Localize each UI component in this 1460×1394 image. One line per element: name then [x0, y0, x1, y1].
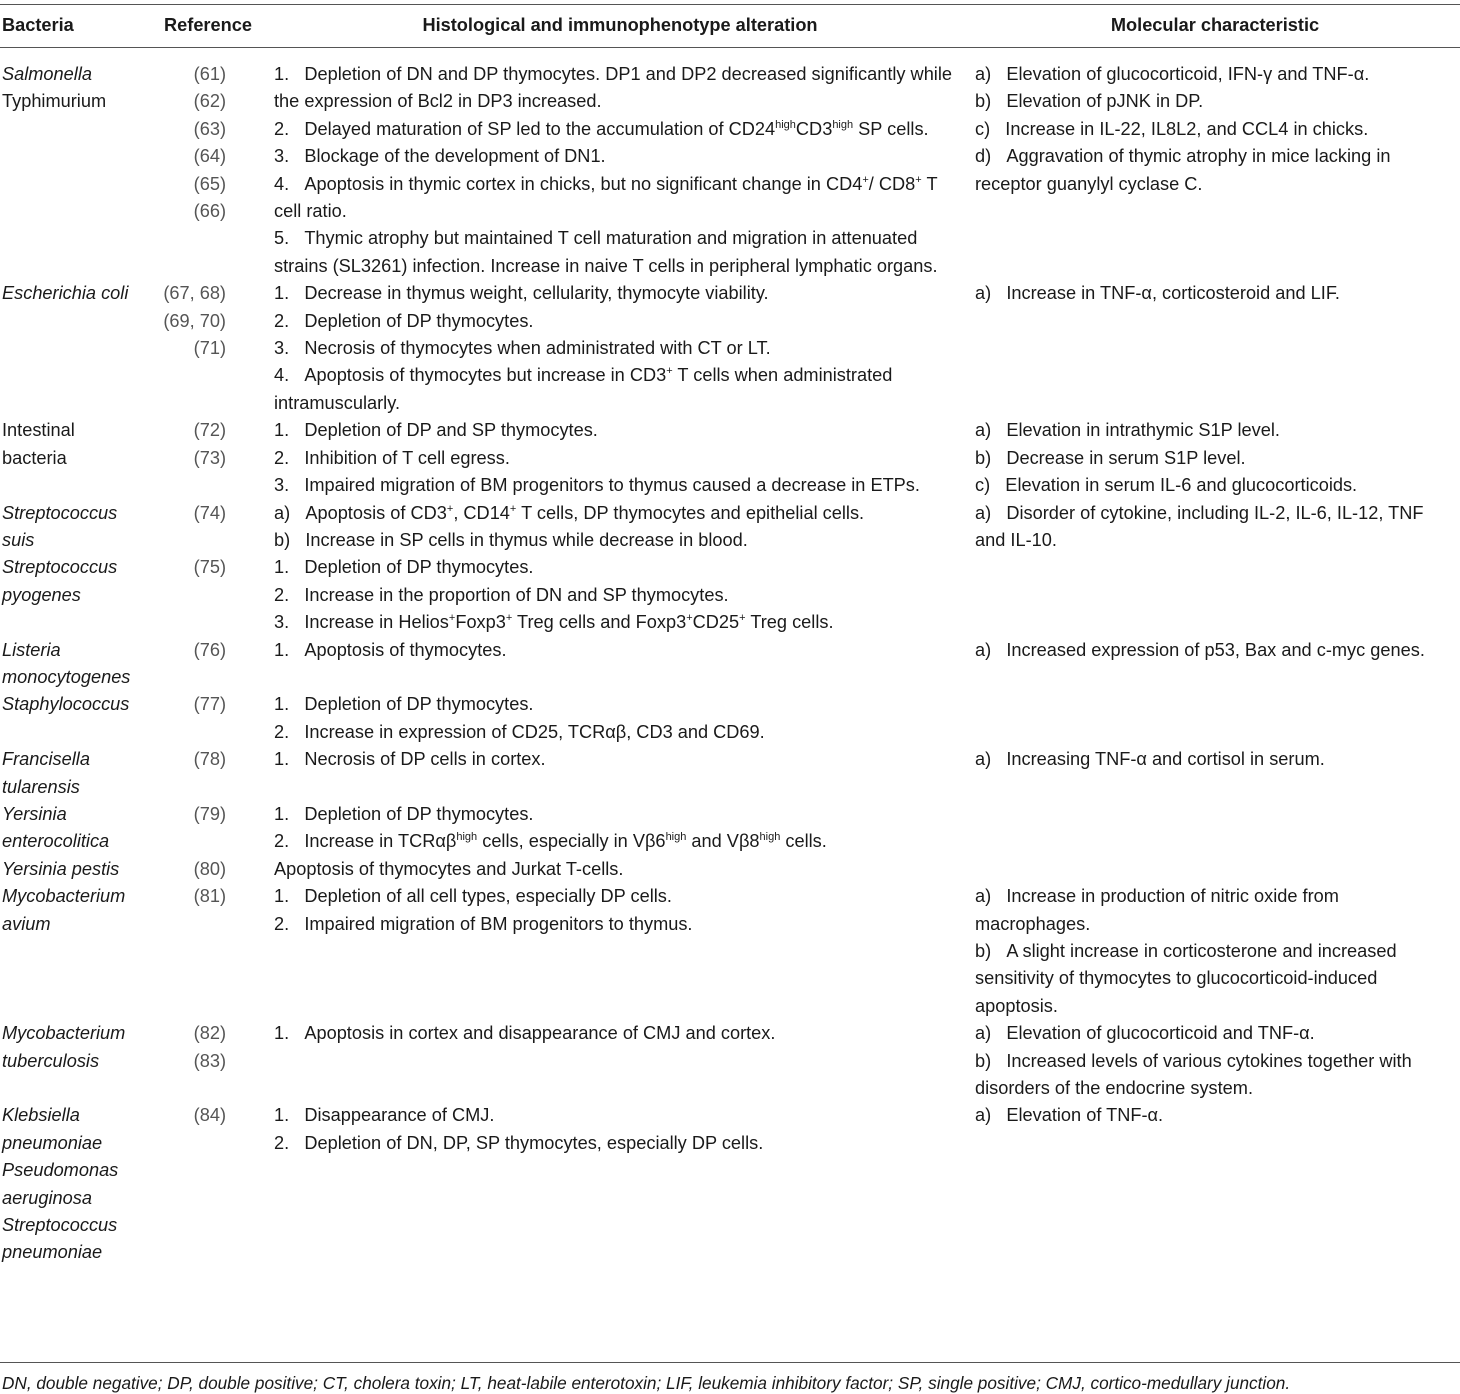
- reference-link[interactable]: (64): [193, 146, 226, 167]
- reference-link[interactable]: (77): [193, 694, 226, 715]
- molecular-cell: a) Elevation of glucocorticoid, IFN-γ and TNF-α. b) Elevation of pJNK in DP. c) Increase in IL-22, IL8L2, and CCL4 in chicks. d) Aggravation of thymic atrophy in mice lacking in receptor guanylyl cyclase C.: [975, 64, 1391, 194]
- histological-cell: 1. Depletion of DP thymocytes. 2. Increase in TCRαβ$^{high}$ cells, especially in $V\beta 6^{high}$ and $V\beta 8^{high}$ cells.: [274, 803, 827, 852]
- reference-link[interactable]: (65): [193, 173, 226, 194]
- reference-link[interactable]: (79): [193, 803, 226, 824]
- bacteria-name: Escherichia coli: [2, 283, 129, 304]
- bacteria-table: [0, 4, 1460, 1277]
- histological-cell: 1. Apoptosis in cortex and disappearance of CMJ and cortex.: [274, 1023, 776, 1044]
- reference-cell: [146, 554, 270, 636]
- bacteria-cell: [0, 554, 146, 636]
- bacteria-name: Yersinia pestis: [2, 858, 120, 879]
- reference-link[interactable]: (80): [193, 858, 226, 879]
- table-row: [0, 801, 1460, 856]
- table-row: [0, 554, 1460, 636]
- bacteria-name: pneumoniae: [2, 1242, 103, 1263]
- histological-cell: 1. Disappearance of CMJ. 2. Depletion of DN, DP, SP thymocytes, especially DP cells.: [274, 1105, 764, 1153]
- bacteria-cell: [0, 637, 146, 692]
- bacteria-name: Streptococcus: [2, 557, 118, 578]
- molecular-cell: a) Elevation of glucocorticoid and TNF-α. b) Increased levels of various cytokines together with disorders of the endocrine system.: [975, 1023, 1412, 1099]
- reference-cell: [146, 280, 270, 417]
- bacteria-name: Listeria: [2, 639, 61, 660]
- header-histological: Histological and immunophenotype alteration: [270, 4, 970, 48]
- bacteria-name: monocytogenes: [2, 666, 131, 687]
- reference-cell: [146, 417, 270, 499]
- reference-cell: [146, 1102, 270, 1276]
- header-bacteria: Bacteria: [0, 4, 146, 48]
- reference-cell: [146, 637, 270, 692]
- histological-cell: 1. Depletion of DP thymocytes. 2. Increase in expression of CD25, TCRαβ, CD3 and CD69.: [274, 694, 765, 742]
- table-row: [0, 48, 1460, 281]
- reference-link[interactable]: (82): [193, 1023, 226, 1044]
- reference-link[interactable]: (81): [193, 886, 226, 907]
- molecular-cell: a) Increase in TNF-α, corticosteroid and LIF.: [975, 283, 1340, 304]
- reference-link[interactable]: (69, 70): [163, 310, 226, 331]
- reference-cell: [146, 883, 270, 1020]
- reference-cell: [146, 746, 270, 801]
- reference-cell: [146, 500, 270, 555]
- reference-link[interactable]: (66): [193, 201, 226, 222]
- histological-cell: 1. Depletion of DP and SP thymocytes. 2. Inhibition of T cell egress. 3. Impaired migration of BM progenitors to thymus caused a decrease in ETPs.: [274, 420, 920, 496]
- bacteria-name: bacteria: [2, 447, 67, 468]
- table-row: [0, 883, 1460, 1020]
- bacteria-name: Staphylococcus: [2, 694, 130, 715]
- bacteria-name: Streptococcus: [2, 1215, 118, 1236]
- histological-cell: 1. Necrosis of DP cells in cortex.: [274, 749, 546, 770]
- molecular-cell: a) Elevation of TNF-α.: [975, 1105, 1164, 1126]
- reference-link[interactable]: (72): [193, 420, 226, 441]
- bacteria-cell: [0, 500, 146, 555]
- bacteria-name: Salmonella: [2, 64, 92, 84]
- reference-link[interactable]: (73): [193, 447, 226, 468]
- bacteria-name: avium: [2, 913, 51, 934]
- histological-cell: Apoptosis of thymocytes and Jurkat T-cells.: [274, 858, 624, 879]
- reference-link[interactable]: (84): [193, 1105, 226, 1126]
- bacteria-cell: [0, 48, 146, 281]
- bacteria-name: Typhimurium: [2, 91, 107, 112]
- table-row: [0, 1020, 1460, 1102]
- molecular-cell: a) Disorder of cytokine, including IL-2, IL-6, IL-12, TNF and IL-10.: [975, 502, 1424, 550]
- histological-cell: 1. Apoptosis of thymocytes.: [274, 639, 507, 660]
- molecular-cell: a) Increased expression of p53, Bax and c-myc genes.: [975, 639, 1425, 660]
- bottom-rule: [0, 1362, 1460, 1363]
- bacteria-name: Mycobacterium: [2, 1023, 126, 1044]
- molecular-cell: a) Elevation in intrathymic S1P level. b) Decrease in serum S1P level. c) Elevation in serum IL-6 and glucocorticoids.: [975, 420, 1358, 496]
- reference-link[interactable]: (67, 68): [163, 283, 226, 304]
- reference-link[interactable]: (76): [193, 639, 226, 660]
- bacteria-cell: [0, 856, 146, 883]
- histological-cell: a) Apoptosis of CD3+, CD14+ T cells, DP thymocytes and epithelial cells. b) Increase in SP cells in thymus while decrease in blood.: [274, 502, 865, 550]
- histological-cell: 1. Depletion of DN and DP thymocytes. DP1 and DP2 decreased significantly while the expression of Bcl2 in DP3 increased. 2. Delayed maturation of SP led to the accumulation of $CD24^{high}CD3^{high}$ SP cells. 3. Blockage of the development of DN1. 4. Apoptosis in thymic cortex in chicks, but no significant change in CD4+/ CD8+ T cell ratio. 5. Thymic atrophy but maintained T cell maturation and migration in attenuated strains (SL3261) infection. Increase in naive T cells in peripheral lymphatic organs.: [274, 64, 952, 276]
- molecular-cell: a) Increase in production of nitric oxide from macrophages. b) A slight increase in corticosterone and increased sensitivity of thymocytes to glucocorticoid-induced apoptosis.: [975, 886, 1397, 1016]
- bacteria-name: Streptococcus: [2, 502, 118, 523]
- bacteria-cell: [0, 1102, 146, 1276]
- reference-link[interactable]: (78): [193, 749, 226, 770]
- histological-cell: 1. Decrease in thymus weight, cellularity, thymocyte viability. 2. Depletion of DP thymocytes. 3. Necrosis of thymocytes when administrated with CT or LT. 4. Apoptosis of thymocytes but increase in CD3+ T cells when administrated intramuscularly.: [274, 283, 893, 413]
- bacteria-name: Intestinal: [2, 420, 75, 441]
- bacteria-name: Mycobacterium: [2, 886, 126, 907]
- reference-link[interactable]: (63): [193, 118, 226, 139]
- table-row: [0, 856, 1460, 883]
- bacteria-name: enterocolitica: [2, 831, 110, 852]
- molecular-cell: [970, 691, 1460, 746]
- header-molecular: Molecular characteristic: [970, 4, 1460, 48]
- header-row: [0, 4, 1460, 48]
- molecular-cell: [970, 856, 1460, 883]
- bacteria-cell: [0, 801, 146, 856]
- reference-cell: [146, 1020, 270, 1102]
- reference-cell: [146, 856, 270, 883]
- reference-link[interactable]: (74): [193, 502, 226, 523]
- table-row: [0, 500, 1460, 555]
- molecular-cell: [970, 554, 1460, 636]
- bacteria-cell: [0, 746, 146, 801]
- reference-cell: [146, 801, 270, 856]
- bacteria-name: Klebsiella: [2, 1105, 80, 1126]
- histological-cell: 1. Depletion of all cell types, especially DP cells. 2. Impaired migration of BM progenitors to thymus.: [274, 886, 693, 934]
- reference-link[interactable]: (61): [193, 64, 226, 84]
- footnote: DN, double negative; DP, double positive; CT, cholera toxin; LT, heat-labile enterotoxin; LIF, leukemia inhibitory factor; SP, single positive; CMJ, cortico-medullary junction.: [2, 1373, 1291, 1393]
- bacteria-cell: [0, 883, 146, 1020]
- bacteria-name: tularensis: [2, 776, 80, 797]
- bacteria-name: Francisella: [2, 749, 90, 770]
- header-reference: Reference: [146, 4, 270, 48]
- bacteria-name: aeruginosa: [2, 1187, 92, 1208]
- molecular-cell: a) Increasing TNF-α and cortisol in serum.: [975, 749, 1325, 770]
- bacteria-cell: [0, 691, 146, 746]
- bacteria-name: tuberculosis: [2, 1050, 100, 1071]
- table-row: [0, 280, 1460, 417]
- reference-cell: [146, 691, 270, 746]
- bacteria-cell: [0, 1020, 146, 1102]
- bacteria-name: suis: [2, 529, 35, 550]
- bacteria-cell: [0, 280, 146, 417]
- table-row: [0, 637, 1460, 692]
- bacteria-name: Yersinia: [2, 803, 67, 824]
- reference-link[interactable]: (62): [193, 91, 226, 112]
- bacteria-name: Pseudomonas: [2, 1160, 119, 1181]
- bacteria-cell: [0, 417, 146, 499]
- table-row: [0, 746, 1460, 801]
- table-row: [0, 417, 1460, 499]
- table-row: [0, 1102, 1460, 1276]
- reference-link[interactable]: (83): [193, 1050, 226, 1071]
- bacteria-name: pneumoniae: [2, 1132, 103, 1153]
- reference-cell: [146, 48, 270, 281]
- reference-link[interactable]: (71): [193, 338, 226, 359]
- reference-link[interactable]: (75): [193, 557, 226, 578]
- histological-cell: 1. Depletion of DP thymocytes. 2. Increase in the proportion of DN and SP thymocytes. 3. Increase in Helios+Foxp3+ Treg cells and Foxp3+CD25+ Treg cells.: [274, 557, 834, 633]
- bacteria-name: pyogenes: [2, 584, 81, 605]
- table-row: [0, 691, 1460, 746]
- molecular-cell: [970, 801, 1460, 856]
- table-body: [0, 48, 1460, 1277]
